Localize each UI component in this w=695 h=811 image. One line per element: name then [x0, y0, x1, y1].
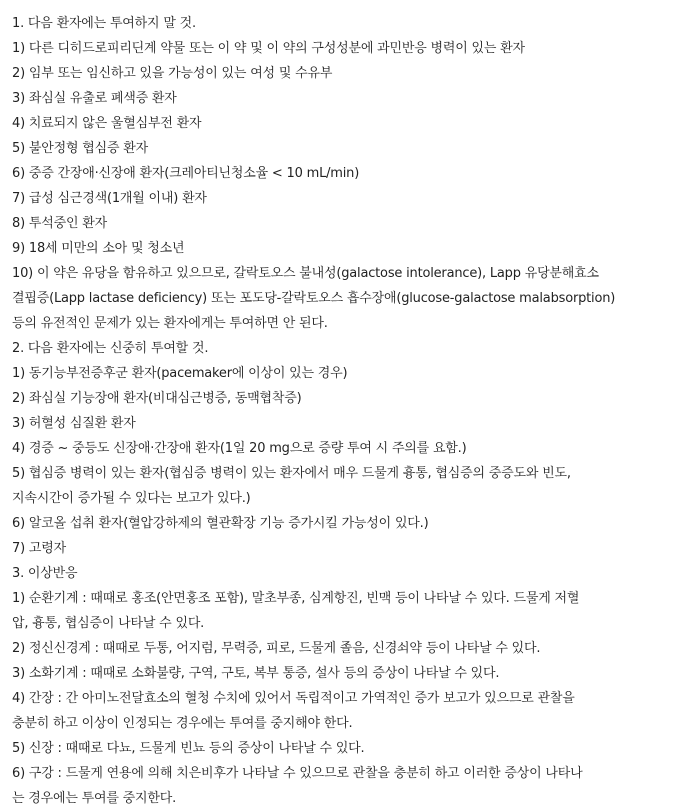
text-line: 1) 다른 디히드로피리딘계 약물 또는 이 약 및 이 약의 구성성분에 과민반응 병력이 있는 환자	[12, 41, 525, 56]
text-line: 압, 흉통, 협심증이 나타날 수 있다.	[12, 616, 205, 631]
text-line: 7) 고령자	[12, 541, 66, 556]
text-line: 5) 협심증 병력이 있는 환자(협심증 병력이 있는 환자에서 매우 드물게 흉통, 협심증의 중증도와 빈도,	[12, 466, 571, 481]
text-line: 는 경우에는 투여를 중지한다.	[12, 791, 177, 806]
text-line: 3) 소화기계 : 때때로 소화불량, 구역, 구토, 복부 통증, 설사 등의 증상이 나타날 수 있다.	[12, 666, 500, 681]
text-line: 결핍증(Lapp lactase deficiency) 또는 포도당-갈락토오스 흡수장애(glucose-galactose malabsorption)	[12, 291, 616, 306]
text-line: 1) 동기능부전증후군 환자(pacemaker에 이상이 있는 경우)	[12, 366, 348, 381]
text-line: 지속시간이 증가될 수 있다는 보고가 있다.)	[12, 491, 251, 506]
text-line: 6) 중증 간장애·신장애 환자(크레아티닌청소율 < 10 mL/min)	[12, 166, 360, 181]
text-line: 등의 유전적인 문제가 있는 환자에게는 투여하면 안 된다.	[12, 316, 328, 331]
text-line: 4) 간장 : 간 아미노전달효소의 혈청 수치에 있어서 독립적이고 가역적인 증가 보고가 있으므로 관찰을	[12, 691, 575, 706]
text-line: 2) 좌심실 기능장애 환자(비대심근병증, 동맥협착증)	[12, 391, 302, 406]
text-line: 3) 좌심실 유출로 폐색증 환자	[12, 91, 177, 106]
text-line: 2) 정신신경계 : 때때로 두통, 어지럼, 무력증, 피로, 드물게 졸음, 신경쇠약 등이 나타날 수 있다.	[12, 641, 541, 656]
text-line: 1) 순환기계 : 때때로 홍조(안면홍조 포함), 말초부종, 심계항진, 빈맥 등이 나타날 수 있다. 드물게 저혈	[12, 591, 580, 606]
text-line: 3) 허혈성 심질환 환자	[12, 416, 136, 431]
text-line: 8) 투석중인 환자	[12, 216, 107, 231]
text-line: 6) 알코올 섭취 환자(혈압강하제의 혈관확장 기능 증가시킬 가능성이 있다.)	[12, 516, 429, 531]
text-line: 충분히 하고 이상이 인정되는 경우에는 투여를 중지해야 한다.	[12, 716, 353, 731]
text-line: 5) 불안정형 협심증 환자	[12, 141, 148, 156]
text-line: 5) 신장 : 때때로 다뇨, 드물게 빈뇨 등의 증상이 나타날 수 있다.	[12, 741, 365, 756]
text-line: 4) 치료되지 않은 울혈심부전 환자	[12, 116, 202, 131]
text-line: 1. 다음 환자에는 투여하지 말 것.	[12, 16, 196, 31]
text-line: 4) 경증 ~ 중등도 신장애·간장애 환자(1일 20 mg으로 증량 투여 시 주의를 요함.)	[12, 441, 467, 456]
text-line: 2. 다음 환자에는 신중히 투여할 것.	[12, 341, 209, 356]
text-line: 9) 18세 미만의 소아 및 청소년	[12, 241, 185, 256]
text-line: 3. 이상반응	[12, 566, 78, 581]
text-line: 6) 구강 : 드물게 연용에 의해 치은비후가 나타날 수 있으므로 관찰을 충분히 하고 이러한 증상이 나타나	[12, 766, 583, 781]
text-line: 7) 급성 심근경색(1개월 이내) 환자	[12, 191, 207, 206]
text-line: 2) 임부 또는 임신하고 있을 가능성이 있는 여성 및 수유부	[12, 66, 333, 81]
text-line: 10) 이 약은 유당을 함유하고 있으므로, 갈락토오스 불내성(galactose intolerance), Lapp 유당분해효소	[12, 266, 599, 281]
